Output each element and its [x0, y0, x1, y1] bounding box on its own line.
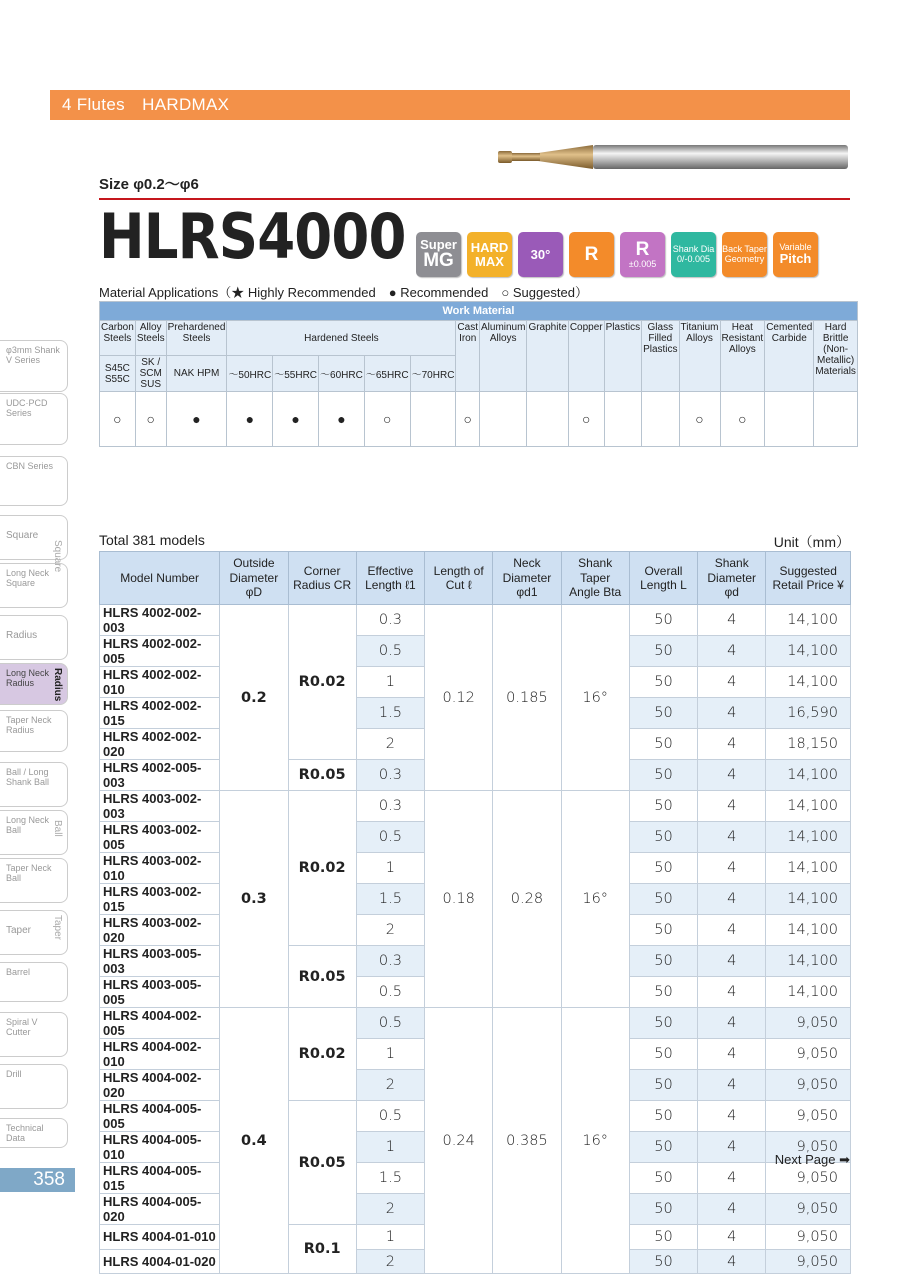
- length-of-cut: 0.24: [425, 1008, 493, 1274]
- model-number: HLRS 4004-002-005: [100, 1008, 220, 1039]
- shank-diameter: 4: [698, 915, 766, 946]
- corner-radius: R0.05: [288, 1101, 356, 1225]
- model-number: HLRS 4002-002-020: [100, 729, 220, 760]
- corner-radius: R0.05: [288, 760, 356, 791]
- badge-text: Super: [420, 236, 457, 252]
- model-number: HLRS 4002-002-010: [100, 667, 220, 698]
- next-page-link[interactable]: Next Page ➡: [774, 1152, 850, 1167]
- length-of-cut: 0.18: [425, 791, 493, 1008]
- retail-price: 14,100: [766, 915, 851, 946]
- side-category: Square: [52, 540, 63, 573]
- badge-text: Variable: [779, 241, 812, 252]
- retail-price: 14,100: [766, 791, 851, 822]
- overall-length: 50: [629, 1008, 697, 1039]
- overall-length: 50: [629, 853, 697, 884]
- shank-diameter: 4: [698, 729, 766, 760]
- material-mark: [814, 392, 858, 447]
- feature-badges: [416, 232, 818, 277]
- material-mark: ●: [273, 392, 319, 447]
- side-tab[interactable]: Long Neck Square: [0, 563, 68, 608]
- shank-diameter: 4: [698, 1008, 766, 1039]
- side-tab[interactable]: Taper Neck Ball: [0, 858, 68, 903]
- retail-price: 9,050: [766, 1163, 851, 1194]
- badge-text: Pitch: [779, 251, 812, 267]
- material-applications-legend: Material Applications（★ Highly Recommended ● Recommended ○ Suggested）: [99, 285, 588, 300]
- overall-length: 50: [629, 915, 697, 946]
- retail-price: 14,100: [766, 946, 851, 977]
- overall-length: 50: [629, 1101, 697, 1132]
- effective-length: 2: [356, 915, 424, 946]
- retail-price: 18,150: [766, 729, 851, 760]
- effective-length: 0.5: [356, 977, 424, 1008]
- side-tab[interactable]: Spiral V Cutter: [0, 1012, 68, 1057]
- shank-diameter: 4: [698, 1101, 766, 1132]
- material-mark: [479, 392, 526, 447]
- retail-price: 9,050: [766, 1225, 851, 1250]
- outside-diameter: 0.2: [220, 605, 288, 791]
- hardened-steels-header: Hardened Steels: [227, 321, 456, 356]
- page-number: 358: [0, 1168, 75, 1192]
- effective-length: 2: [356, 1070, 424, 1101]
- side-tab[interactable]: UDC·PCD Series: [0, 393, 68, 445]
- col-overall-length: Overall Length L: [629, 552, 697, 605]
- material-mark: [410, 392, 456, 447]
- badge-text: Shank Dia: [672, 244, 715, 255]
- overall-length: 50: [629, 1225, 697, 1250]
- col-retail-price: Suggested Retail Price ¥: [766, 552, 851, 605]
- table-row: [100, 791, 851, 822]
- effective-length: 0.5: [356, 1101, 424, 1132]
- model-number: HLRS 4003-005-003: [100, 946, 220, 977]
- end-mill-illustration: [498, 142, 850, 172]
- hrc-column: ～65HRC: [364, 356, 410, 392]
- overall-length: 50: [629, 946, 697, 977]
- badge-text: MAX: [475, 253, 504, 269]
- shank-diameter: 4: [698, 760, 766, 791]
- model-number: HLRS 4003-002-010: [100, 853, 220, 884]
- material-mark: [527, 392, 568, 447]
- effective-length: 1: [356, 853, 424, 884]
- side-tab[interactable]: Drill: [0, 1064, 68, 1109]
- material-grades: SK / SCM SUS: [135, 356, 166, 392]
- feature-badge: [722, 232, 767, 277]
- badge-text: R: [584, 243, 599, 265]
- material-column: Aluminum Alloys: [479, 321, 526, 392]
- model-number: HLRS 4003-002-003: [100, 791, 220, 822]
- shank-diameter: 4: [698, 791, 766, 822]
- side-tab[interactable]: Radius: [0, 615, 68, 660]
- material-column: Cast Iron: [456, 321, 480, 392]
- side-tab[interactable]: Square: [0, 515, 68, 560]
- material-column: Plastics: [604, 321, 641, 392]
- neck-diameter: 0.185: [493, 605, 561, 791]
- overall-length: 50: [629, 667, 697, 698]
- effective-length: 1.5: [356, 698, 424, 729]
- material-mark: [642, 392, 679, 447]
- model-number: HLRS 4003-005-005: [100, 977, 220, 1008]
- badge-text: R: [635, 238, 650, 260]
- model-number: HLRS 4002-005-003: [100, 760, 220, 791]
- side-tab[interactable]: Taper: [0, 910, 68, 955]
- shank-taper-angle: 16°: [561, 605, 629, 791]
- outside-diameter: 0.3: [220, 791, 288, 1008]
- side-category: Taper: [52, 915, 63, 941]
- retail-price: 14,100: [766, 853, 851, 884]
- badge-text: Geometry: [724, 253, 765, 264]
- feature-badge: [569, 232, 614, 277]
- material-column: Graphite: [527, 321, 568, 392]
- effective-length: 1: [356, 1039, 424, 1070]
- shank-diameter: 4: [698, 853, 766, 884]
- shank-diameter: 4: [698, 1163, 766, 1194]
- overall-length: 50: [629, 1070, 697, 1101]
- shank-diameter: 4: [698, 1070, 766, 1101]
- material-mark: ○: [679, 392, 720, 447]
- col-shank-diameter: Shank Diameter φd: [698, 552, 766, 605]
- effective-length: 1.5: [356, 1163, 424, 1194]
- overall-length: 50: [629, 791, 697, 822]
- material-mark: ○: [720, 392, 765, 447]
- effective-length: 0.5: [356, 636, 424, 667]
- badge-text: 30°: [530, 246, 551, 262]
- model-title: HLRS4000: [99, 200, 406, 273]
- overall-length: 50: [629, 729, 697, 760]
- corner-radius: R0.02: [288, 791, 356, 946]
- material-column: Copper: [568, 321, 604, 392]
- corner-radius: R0.05: [288, 946, 356, 1008]
- material-mark: ○: [364, 392, 410, 447]
- shank-diameter: 4: [698, 1194, 766, 1225]
- table-row: [100, 605, 851, 636]
- material-mark: ●: [227, 392, 273, 447]
- shank-taper-angle: 16°: [561, 1008, 629, 1274]
- corner-radius: R0.1: [288, 1225, 356, 1274]
- model-number: HLRS 4004-005-010: [100, 1132, 220, 1163]
- outside-diameter: 0.4: [220, 1008, 288, 1274]
- effective-length: 0.3: [356, 605, 424, 636]
- shank-diameter: 4: [698, 977, 766, 1008]
- model-number: HLRS 4004-002-020: [100, 1070, 220, 1101]
- overall-length: 50: [629, 1039, 697, 1070]
- model-number: HLRS 4004-005-005: [100, 1101, 220, 1132]
- side-tab[interactable]: Long Neck Ball: [0, 810, 68, 855]
- col-model: Model Number: [100, 552, 220, 605]
- model-number: HLRS 4004-005-015: [100, 1163, 220, 1194]
- side-tab[interactable]: CBN Series: [0, 456, 68, 506]
- overall-length: 50: [629, 1249, 697, 1274]
- model-number: HLRS 4004-01-010: [100, 1225, 220, 1250]
- size-range: φ0.2～φ6: [133, 176, 199, 193]
- shank-diameter: 4: [698, 946, 766, 977]
- material-mark: ●: [319, 392, 365, 447]
- overall-length: 50: [629, 605, 697, 636]
- overall-length: 50: [629, 636, 697, 667]
- model-number: HLRS 4002-002-005: [100, 636, 220, 667]
- overall-length: 50: [629, 884, 697, 915]
- material-column: Heat Resistant Alloys: [720, 321, 765, 392]
- overall-length: 50: [629, 977, 697, 1008]
- model-number: HLRS 4004-01-020: [100, 1249, 220, 1274]
- effective-length: 0.3: [356, 946, 424, 977]
- retail-price: 16,590: [766, 698, 851, 729]
- retail-price: 9,050: [766, 1249, 851, 1274]
- effective-length: 0.5: [356, 822, 424, 853]
- shank-diameter: 4: [698, 605, 766, 636]
- feature-badge: [620, 232, 665, 277]
- shank-taper-angle: 16°: [561, 791, 629, 1008]
- overall-length: 50: [629, 1132, 697, 1163]
- shank-diameter: 4: [698, 822, 766, 853]
- material-column: Carbon Steels: [100, 321, 136, 356]
- effective-length: 2: [356, 1194, 424, 1225]
- retail-price: 14,100: [766, 667, 851, 698]
- model-number: HLRS 4003-002-005: [100, 822, 220, 853]
- effective-length: 2: [356, 1249, 424, 1274]
- shank-diameter: 4: [698, 1039, 766, 1070]
- col-effective-length: Effective Length ℓ1: [356, 552, 424, 605]
- retail-price: 14,100: [766, 636, 851, 667]
- overall-length: 50: [629, 822, 697, 853]
- corner-radius: R0.02: [288, 605, 356, 760]
- overall-length: 50: [629, 1163, 697, 1194]
- material-column: Cemented Carbide: [765, 321, 814, 392]
- retail-price: 9,050: [766, 1101, 851, 1132]
- feature-badge: [671, 232, 716, 277]
- badge-text: 0/-0.005: [676, 253, 711, 264]
- col-outside-diameter: Outside Diameter φD: [220, 552, 288, 605]
- shank-diameter: 4: [698, 1132, 766, 1163]
- retail-price: 14,100: [766, 977, 851, 1008]
- model-number: HLRS 4002-002-015: [100, 698, 220, 729]
- effective-length: 1.5: [356, 884, 424, 915]
- badge-text: Back Taper: [722, 244, 767, 255]
- overall-length: 50: [629, 1194, 697, 1225]
- material-mark: ○: [568, 392, 604, 447]
- retail-price: 14,100: [766, 760, 851, 791]
- effective-length: 1: [356, 667, 424, 698]
- effective-length: 1: [356, 1225, 424, 1250]
- hrc-column: ～60HRC: [319, 356, 365, 392]
- side-tab[interactable]: Barrel: [0, 962, 68, 1002]
- work-material-table: [99, 301, 858, 447]
- material-mark: ○: [456, 392, 480, 447]
- total-models: Total 381 models: [99, 532, 205, 548]
- material-column: Prehardened Steels: [166, 321, 227, 356]
- shank-diameter: 4: [698, 884, 766, 915]
- col-length-of-cut: Length of Cut ℓ: [425, 552, 493, 605]
- material-mark: ○: [135, 392, 166, 447]
- badge-text: ±0.005: [628, 258, 657, 269]
- hrc-column: ～50HRC: [227, 356, 273, 392]
- retail-price: 14,100: [766, 884, 851, 915]
- badge-text: MG: [423, 250, 454, 272]
- shank-diameter: 4: [698, 698, 766, 729]
- hrc-column: ～70HRC: [410, 356, 456, 392]
- feature-badge: [467, 232, 512, 277]
- effective-length: 0.3: [356, 791, 424, 822]
- col-corner-radius: Corner Radius CR: [288, 552, 356, 605]
- side-category: Ball: [52, 820, 63, 837]
- effective-length: 0.5: [356, 1008, 424, 1039]
- table-row: [100, 1008, 851, 1039]
- shank-diameter: 4: [698, 636, 766, 667]
- effective-length: 2: [356, 729, 424, 760]
- side-tab[interactable]: Technical Data: [0, 1118, 68, 1148]
- work-material-title: Work Material: [100, 302, 858, 321]
- material-mark: [765, 392, 814, 447]
- shank-diameter: 4: [698, 1225, 766, 1250]
- unit-label: Unit（mm）: [773, 534, 850, 550]
- material-column: Titanium Alloys: [679, 321, 720, 392]
- retail-price: 9,050: [766, 1070, 851, 1101]
- badge-text: HARD: [470, 239, 509, 255]
- material-column: Hard Brittle (Non-Metallic) Materials: [814, 321, 858, 392]
- size-label: Size: [99, 176, 130, 193]
- model-number: HLRS 4002-002-003: [100, 605, 220, 636]
- corner-radius: R0.02: [288, 1008, 356, 1101]
- shank-diameter: 4: [698, 667, 766, 698]
- model-number: HLRS 4003-002-015: [100, 884, 220, 915]
- series-banner: 4 Flutes HARDMAX: [50, 90, 850, 120]
- retail-price: 14,100: [766, 822, 851, 853]
- spec-table: [99, 551, 851, 1274]
- model-number: HLRS 4004-005-020: [100, 1194, 220, 1225]
- overall-length: 50: [629, 698, 697, 729]
- retail-price: 14,100: [766, 605, 851, 636]
- side-category: Radius: [52, 668, 63, 702]
- material-grades: NAK HPM: [166, 356, 227, 392]
- feature-badge: [773, 232, 818, 277]
- neck-diameter: 0.28: [493, 791, 561, 1008]
- side-tab[interactable]: Taper Neck Radius: [0, 710, 68, 752]
- retail-price: 9,050: [766, 1039, 851, 1070]
- shank-diameter: 4: [698, 1249, 766, 1274]
- feature-badge: [518, 232, 563, 277]
- retail-price: 9,050: [766, 1008, 851, 1039]
- col-neck-diameter: Neck Diameter φd1: [493, 552, 561, 605]
- material-mark: ●: [166, 392, 227, 447]
- effective-length: 0.3: [356, 760, 424, 791]
- neck-diameter: 0.385: [493, 1008, 561, 1274]
- material-column: Alloy Steels: [135, 321, 166, 356]
- material-mark: [604, 392, 641, 447]
- overall-length: 50: [629, 760, 697, 791]
- material-mark: ○: [100, 392, 136, 447]
- feature-badge: [416, 232, 461, 277]
- hrc-column: ～55HRC: [273, 356, 319, 392]
- material-column: Glass Filled Plastics: [642, 321, 679, 392]
- model-number: HLRS 4003-002-020: [100, 915, 220, 946]
- retail-price: 9,050: [766, 1194, 851, 1225]
- retail-price: 9,050: [766, 1132, 851, 1163]
- material-grades: S45C S55C: [100, 356, 136, 392]
- effective-length: 1: [356, 1132, 424, 1163]
- model-number: HLRS 4004-002-010: [100, 1039, 220, 1070]
- col-shank-taper-angle: Shank Taper Angle Bta: [561, 552, 629, 605]
- side-tab[interactable]: Ball / Long Shank Ball: [0, 762, 68, 807]
- side-tab[interactable]: Long Neck Radius: [0, 663, 68, 705]
- side-tab[interactable]: φ3mm Shank V Series: [0, 340, 68, 392]
- length-of-cut: 0.12: [425, 605, 493, 791]
- size-line: [99, 173, 199, 194]
